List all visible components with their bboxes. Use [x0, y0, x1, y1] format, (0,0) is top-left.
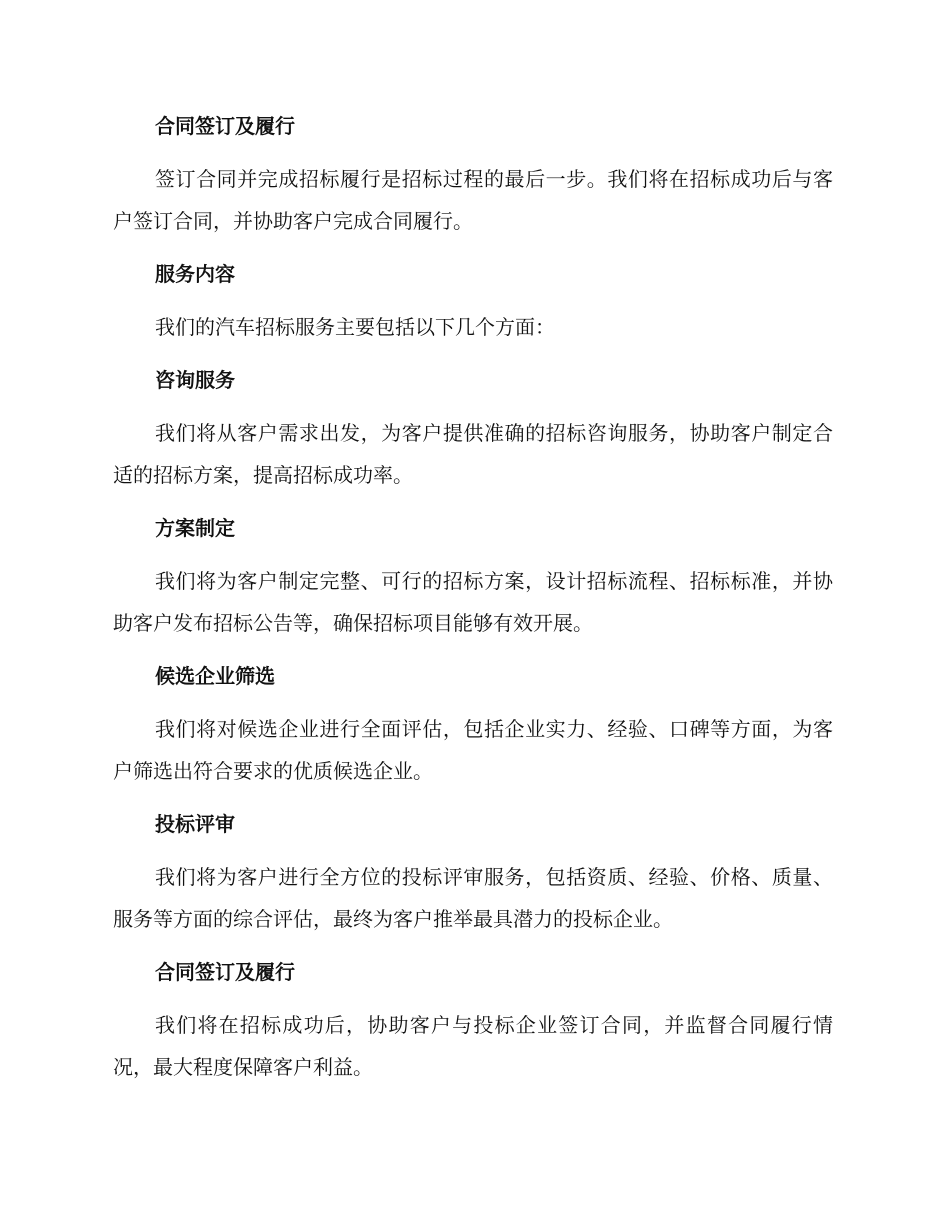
section-paragraph-bid-review: 我们将为客户进行全方位的投标评审服务，包括资质、经验、价格、质量、服务等方面的综合评估，最终为客户推举最具潜力的投标企业。 — [113, 865, 833, 931]
document-content — [113, 105, 833, 1099]
section-paragraph-plan-making: 我们将为客户制定完整、可行的招标方案，设计招标流程、招标标准，并协助客户发布招标公告等，确保招标项目能够有效开展。 — [113, 569, 833, 635]
section-heading-consulting: 咨询服务 — [155, 368, 235, 392]
section-heading-contract-signing: 合同签订及履行 — [155, 114, 295, 138]
section-paragraph-service-content: 我们的汽车招标服务主要包括以下几个方面： — [155, 315, 555, 339]
section-paragraph-consulting: 我们将从客户需求出发，为客户提供准确的招标咨询服务，协助客户制定合适的招标方案，提高招标成功率。 — [113, 421, 833, 487]
section-heading-plan-making: 方案制定 — [155, 516, 235, 540]
section-heading-service-content: 服务内容 — [155, 262, 235, 286]
section-heading-candidate-screening: 候选企业筛选 — [155, 664, 275, 688]
section-paragraph-contract-signing: 签订合同并完成招标履行是招标过程的最后一步。我们将在招标成功后与客户签订合同，并协助客户完成合同履行。 — [113, 167, 833, 233]
section-paragraph-candidate-screening: 我们将对候选企业进行全面评估，包括企业实力、经验、口碑等方面，为客户筛选出符合要求的优质候选企业。 — [113, 717, 833, 783]
section-heading-contract-signing-2: 合同签订及履行 — [155, 960, 295, 984]
section-heading-bid-review: 投标评审 — [155, 812, 235, 836]
section-paragraph-contract-signing-2: 我们将在招标成功后，协助客户与投标企业签订合同，并监督合同履行情况，最大程度保障客户利益。 — [113, 1013, 833, 1079]
